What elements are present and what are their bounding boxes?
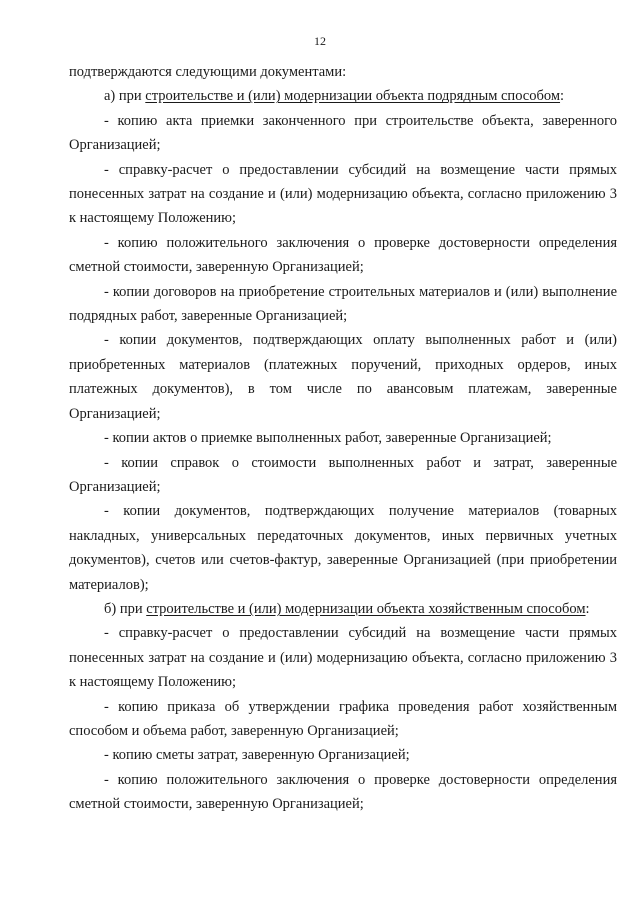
list-item: - копии справок о стоимости выполненных работ и затрат, заверенные Организацией; [69, 454, 617, 495]
list-item: - справку-расчет о предоставлении субсидий на возмещение части прямых понесенных затрат на создание и (или) модернизацию объекта, согласно приложению 3 к настоящему Положению; [69, 161, 617, 227]
list-item: - копии актов о приемке выполненных работ, заверенные Организацией; [104, 430, 552, 447]
list-item: - копию приказа об утверждении графика проведения работ хозяйственным способом и объема работ, заверенную Организацией; [69, 698, 617, 739]
section-b-underlined: строительстве и (или) модернизации объекта хозяйственным способом [146, 600, 586, 617]
list-item: - копии договоров на приобретение строительных материалов и (или) выполнение подрядных работ, заверенные Организацией; [69, 283, 617, 325]
section-b-suffix: : [585, 600, 590, 617]
list-item: - копию сметы затрат, заверенную Организацией; [104, 747, 410, 764]
section-a-prefix: а) при [104, 88, 146, 105]
list-item: - копии документов, подтверждающих получение материалов (товарных накладных, универсальных передаточных документов, иных первичных учетных документов), счетов или счетов-фактур, заверенные Организацией (при приобретении материалов); [69, 503, 617, 593]
intro-line: подтверждаются следующими документами: [69, 64, 347, 80]
section-b-prefix: б) при [104, 600, 147, 617]
list-item: - копию акта приемки законченного при строительстве объекта, заверенного Организацией; [69, 112, 617, 154]
section-a-suffix: : [560, 88, 565, 105]
list-item: - справку-расчет о предоставлении субсидий на возмещение части прямых понесенных затрат на создание и (или) модернизацию объекта, согласно приложению 3 к настоящему Положению; [69, 625, 617, 691]
section-a-underlined: строительстве и (или) модернизации объекта подрядным способом [145, 88, 561, 105]
section-a-heading [69, 84, 617, 108]
page-number: 12 [314, 34, 326, 48]
section-b-heading [69, 597, 617, 621]
list-item: - копию положительного заключения о проверке достоверности определения сметной стоимости, заверенную Организацией; [69, 771, 617, 813]
document-body [69, 60, 617, 817]
list-item: - копию положительного заключения о проверке достоверности определения сметной стоимости, заверенную Организацией; [69, 234, 617, 276]
list-item: - копии документов, подтверждающих оплату выполненных работ и (или) приобретенных материалов (платежных поручений, приходных ордеров, иных платежных документов), в том числе по авансовым платежам, заверенные Организацией; [69, 332, 617, 422]
